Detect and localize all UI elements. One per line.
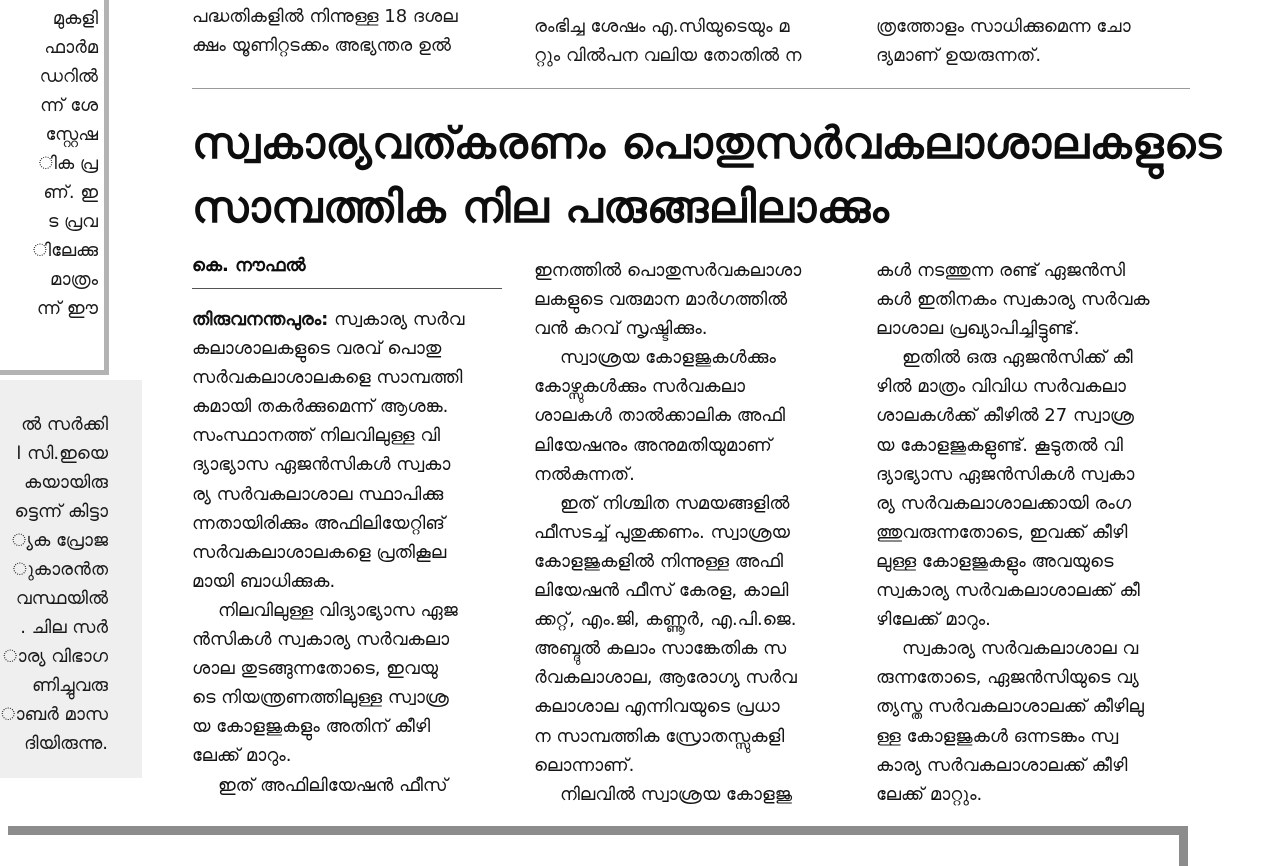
text-line: സ്വകാര്യ സർവകലാശാല വ (902, 638, 1139, 660)
text-line: ലകളുടെ വരുമാന മാർഗത്തിൽ (534, 289, 788, 311)
text-line: ത്തുവരുന്നതോടെ, ഇവക്ക് കീഴി (876, 521, 1128, 543)
side-line: ാര്യ വിഭാഗ (3, 646, 108, 667)
side-column-top-box (0, 0, 109, 375)
text-line: നിലവിൽ സ്വാശ്രയ കോളജു (560, 783, 793, 805)
text-line: മായി ബാധിക്കുക. (192, 570, 336, 592)
side-line: ട്ടെന്ന് കിട്ടാ (14, 501, 108, 522)
headline-line: സാമ്പത്തിക നില പരുങ്ങലിലാക്കും (192, 182, 890, 233)
side-column-bottom-box (0, 380, 142, 778)
previous-article-column-2 (534, 12, 854, 70)
side-line: ഡറിൽ (39, 66, 98, 87)
text-line: ലാശാല പ്രഖ്യാപിച്ചിട്ടുണ്ട്. (876, 318, 1080, 340)
previous-article-column-1 (192, 2, 512, 60)
text-line: കോഴ്സുകൾക്കും സർവകലാ (534, 376, 746, 398)
side-line: ണ്. ഇ (43, 182, 98, 203)
side-line: ിക പ്ര (38, 153, 98, 174)
article-column-2 (534, 256, 850, 809)
side-line: ട പ്രവ (47, 211, 98, 232)
text-line: യ കോളജുകളുണ്ട്. കൂടുതൽ വി (876, 434, 1123, 456)
text-line: ടെ നിയന്ത്രണത്തിലുള്ള സ്വാശ്ര (192, 687, 449, 709)
text-line: ൻസികൾ സ്വകാര്യ സർവകലാ (192, 629, 450, 651)
text-line: രംഭിച്ച ശേഷം എ.സിയുടെയും മ (534, 16, 790, 37)
text-line: സ്വാശ്രയ കോളജുകൾക്കും (560, 347, 776, 369)
article-column-3 (876, 256, 1192, 809)
headline-line: സ്വകാര്യവത്കരണം പൊതുസർവകലാശാലകളുടെ (192, 118, 1222, 169)
side-line: . ചില സർ (20, 617, 108, 638)
side-line: ന്ന് ശേ (40, 95, 98, 116)
text-line (192, 305, 508, 334)
text-line: കൾ നടത്തുന്ന രണ്ട് ഏജൻസി (876, 260, 1126, 281)
text-line: ശാലകൾക്ക് കീഴിൽ 27 സ്വാശ്ര (876, 405, 1134, 427)
next-article-box-border (8, 826, 1188, 866)
text-line: ഇനത്തിൽ പൊതുസർവകലാശാ (534, 260, 802, 281)
side-line: ്യക പ്രോജ (11, 530, 108, 551)
text-line: ര്യ സർവകലാശാല സ്ഥാപിക്കു (192, 483, 444, 505)
text-line: സ്വകാര്യ സർവകലാശാലക്ക് കീ (876, 580, 1140, 602)
text-line: അബ്ദുൽ കലാം സാങ്കേതിക സ (534, 638, 787, 660)
text-line: ക്കറ്റ്, എം.ജി, കണ്ണൂർ, എ.പി.ജെ. (534, 609, 797, 631)
text-line: ലേക്ക് മാറ്റും. (876, 783, 983, 805)
side-column-bottom-text (1, 410, 108, 758)
side-line: സ്റ്റേഷ (45, 124, 98, 145)
text-line: സർവകലാശാലകളെ പ്രതികൂല (192, 541, 447, 563)
byline-divider (192, 288, 502, 289)
text-line: ഇത് അഫിലിയേഷൻ ഫീസ് (218, 774, 448, 796)
text-line: ള്ള കോളജുകൾ ഒന്നടങ്കം സ്വ (876, 725, 1119, 747)
text-line: കാര്യ സർവകലാശാലക്ക് കീഴി (876, 754, 1128, 776)
side-line: ുകാരൻത (12, 559, 108, 580)
text-line: ദ്യാഭ്യാസ ഏജൻസികൾ സ്വകാ (192, 454, 451, 476)
text-line: പദ്ധതികളിൽ നിന്നുള്ള 18 ദശല (192, 6, 458, 27)
article-headline (192, 112, 1222, 240)
side-line: ണിച്ചുവരു (32, 675, 108, 696)
text-line: ഴിൽ മാത്രം വിവിധ സർവകലാ (876, 376, 1126, 398)
side-line: ഫാർമ (44, 37, 98, 58)
text-line: ശാല തുടങ്ങുന്നതോടെ, ഇവയു (192, 658, 439, 680)
text-line: ലൊന്നാണ്. (534, 754, 635, 776)
text-line: ന സാമ്പത്തിക സ്രോതസ്സുകളി (534, 725, 785, 747)
side-line: മുകളി (52, 8, 98, 29)
text-line: ലേക്ക് മാറും. (192, 745, 292, 767)
text-line: കമായി തകർക്കുമെന്ന് ആശങ്ക. (192, 396, 449, 418)
side-column-top-text (33, 4, 98, 323)
text-line: ലുള്ള കോളജുകളും അവയുടെ (876, 550, 1114, 572)
text-line: ഇത് നിശ്ചിത സമയങ്ങളിൽ (560, 492, 790, 514)
text-line: നൽകുന്നത്. (534, 463, 635, 485)
article-column-1 (192, 305, 508, 800)
text-line: ഇതിൽ ഒരു ഏജൻസിക്ക് കീ (902, 347, 1133, 369)
article-byline: കെ. നൗഫൽ (192, 255, 306, 276)
text-line: ന്നതായിരിക്കും അഫിലിയേറ്റിങ് (192, 512, 445, 534)
text-line: കലാശാല എന്നിവയുടെ പ്രധാ (534, 696, 780, 718)
text-line: യ കോളജുകളും അതിന് കീഴി (192, 716, 431, 738)
text-line: നിലവിലുള്ള വിദ്യാഭ്യാസ ഏജ (218, 599, 458, 621)
text-line: ഴിലേക്ക് മാറും. (876, 609, 991, 631)
side-line: മാത്രം (50, 269, 98, 290)
side-line: ദിയിരുന്നു. (24, 733, 108, 754)
side-line: ിലേക്കു (32, 240, 98, 261)
text-line: ലിയേഷൻ ഫീസ് കേരള, കാലി (534, 580, 789, 602)
text-line: ർവകലാശാല, ആരോഗ്യ സർവ (534, 667, 797, 689)
text-line: ക്ഷം യൂണിറ്റടക്കം അഭ്യന്തര ഉൽ (192, 35, 451, 56)
text-line: കോളജുകളിൽ നിന്നുള്ള അഫി (534, 550, 784, 572)
text-line: റ്റും വിൽപന വലിയ തോതിൽ ന (534, 45, 802, 66)
text-line: ഫീസടച്ച് പുതുക്കണം. സ്വാശ്രയ (534, 521, 790, 543)
text-line: സംസ്ഥാനത്ത് നിലവിലുള്ള വി (192, 425, 441, 447)
side-line: l സി.ഇയെ (16, 443, 108, 464)
text-line: ത്രത്തോളം സാധിക്കുമെന്ന ചോ (876, 16, 1131, 37)
side-line: വസ്ഥയിൽ (15, 588, 108, 609)
text-line: വൻ കുറവ് സൃഷ്ടിക്കും. (534, 318, 708, 340)
article-dateline: തിരുവനന്തപുരം: (192, 309, 329, 330)
text-fragment: സ്വകാര്യ സർവ (328, 309, 465, 330)
text-line: കൾ ഇതിനകം സ്വകാര്യ സർവക (876, 289, 1150, 311)
text-line: രുന്നതോടെ, ഏജൻസിയുടെ വ്യ (876, 667, 1139, 689)
side-line: ന്ന് ഈ (36, 298, 98, 319)
side-line: ൽ സർക്കി (21, 414, 108, 435)
text-line: ശാലകൾ താൽക്കാലിക അഫി (534, 405, 785, 427)
text-line: ദ്യമാണ് ഉയരുന്നത്. (876, 45, 1042, 66)
text-line: സർവകലാശാലകളെ സാമ്പത്തി (192, 367, 463, 389)
side-line: കയായിരു (24, 472, 108, 493)
text-line: ത്യസ്ത സർവകലാശാലക്ക് കീഴിലു (876, 696, 1144, 718)
side-line: ാബർ മാസ (1, 704, 108, 725)
text-line: കലാശാലകളുടെ വരവ് പൊതു (192, 338, 442, 360)
text-line: ര്യ സർവകലാശാലക്കായി രംഗ (876, 492, 1132, 514)
text-line: ദ്യാഭ്യാസ ഏജൻസികൾ സ്വകാ (876, 463, 1135, 485)
text-line: ലിയേഷനും അനുമതിയുമാണ് (534, 434, 772, 456)
previous-article-column-3 (876, 12, 1196, 70)
section-divider (192, 88, 1190, 89)
